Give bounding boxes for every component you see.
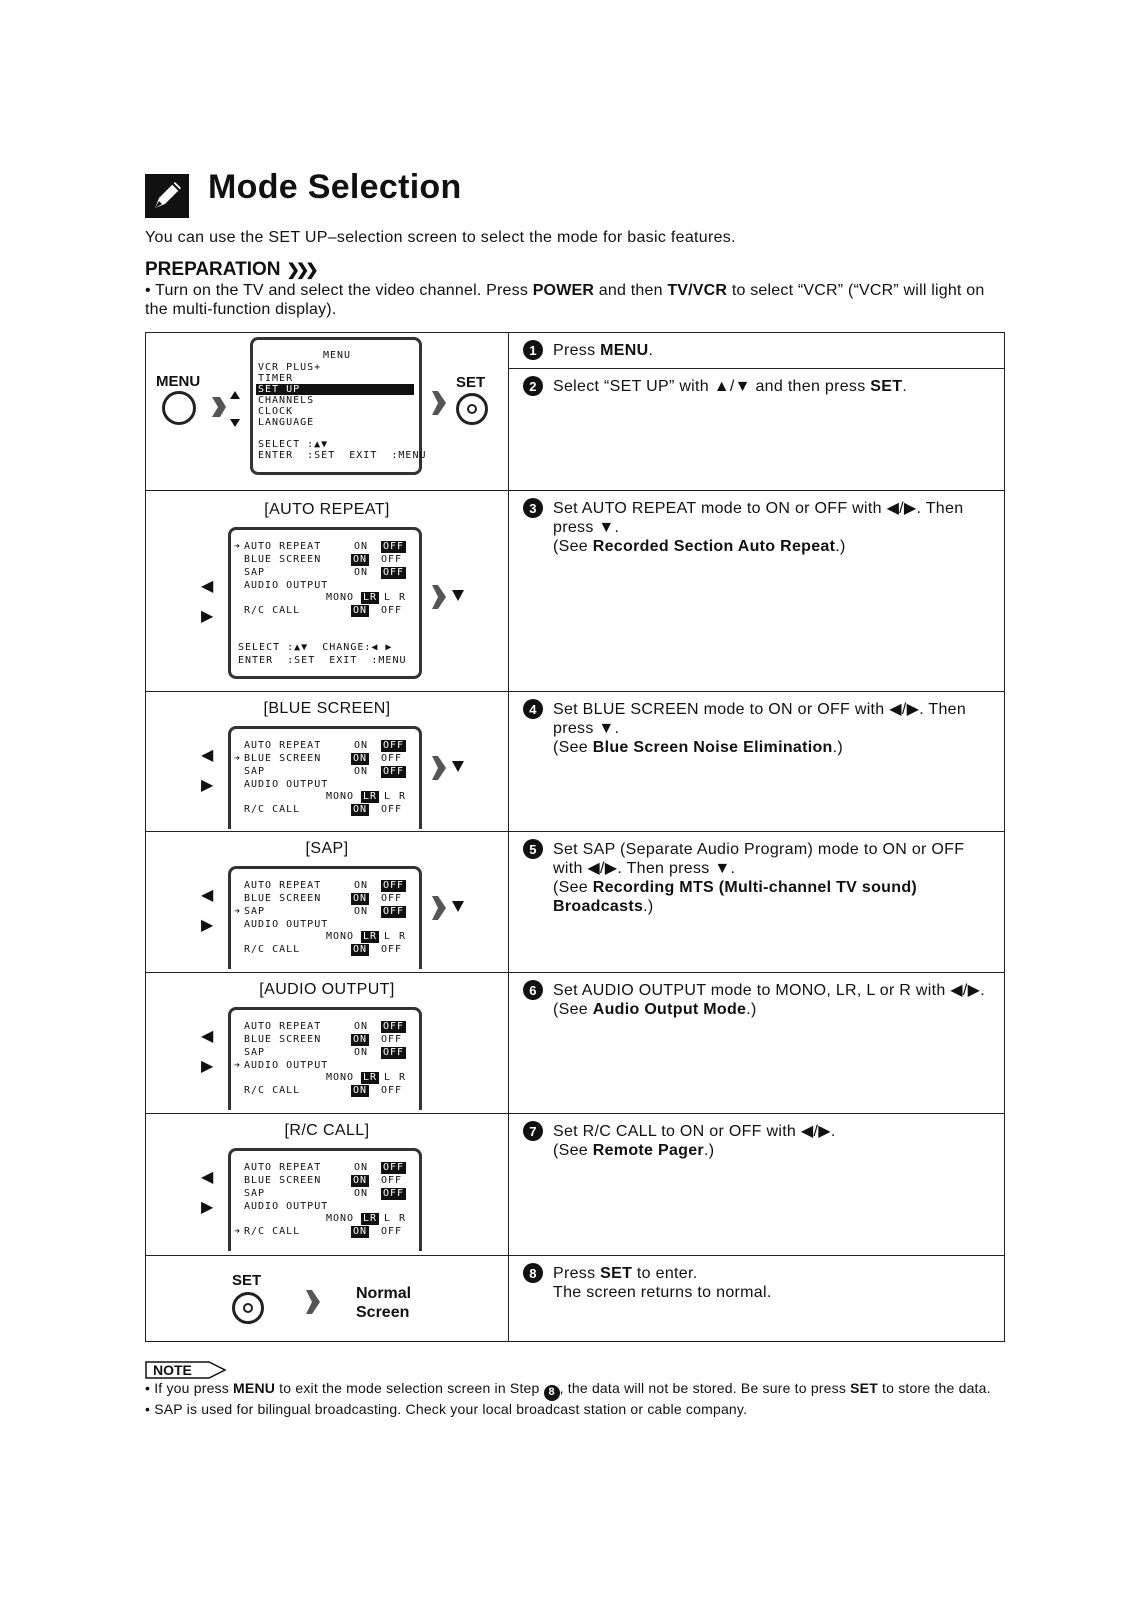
right-arrow-icon: ▶	[201, 1199, 214, 1216]
preparation-text: • Turn on the TV and select the video channel. Press POWER and then TV/VCR to select “VCR” (“VCR” will light on the multi-function display).	[145, 282, 985, 318]
set-button-label: SET	[456, 374, 486, 391]
arrow-right-down-icon	[430, 583, 470, 613]
arrows-icon: ❯❯❯	[286, 262, 315, 279]
menu-illustration	[146, 333, 509, 491]
auto-repeat-label: [AUTO REPEAT]	[264, 501, 390, 518]
steps-table	[145, 332, 1005, 1342]
step-5: 5 Set SAP (Separate Audio Program) mode to ON or OFF with ◀/▶. Then press ▼. (See Recording MTS (Multi-channel TV sound) Broadcasts.)	[509, 832, 1004, 924]
page-title: Mode Selection	[208, 168, 462, 206]
left-arrow-icon: ◀	[201, 1028, 214, 1045]
set-button-label: SET	[232, 1272, 262, 1289]
note-text: • If you press MENU to exit the mode selection screen in Step 8 , the data will not be stored. Be sure to press SET to store the data. • SAP is used for bilingual broadcasting. Check your local broadcast station or cable company.	[145, 1380, 991, 1417]
sap-label: [SAP]	[305, 840, 349, 857]
pencil-icon	[145, 174, 189, 218]
setup-screen: AUTO REPEAT ON OFF BLUE SCREEN ON OFF ➔ SAP ON OFF AUDIO OUTPUT MONO LR L R R/C CALL ON OFF	[228, 866, 422, 969]
arrow-right-icon	[304, 1288, 324, 1318]
set-button	[232, 1292, 264, 1324]
step-3: 3 Set AUTO REPEAT mode to ON or OFF with ◀/▶. Then press ▼. (See Recorded Section Auto Repeat.)	[509, 491, 1004, 564]
step-4: 4 Set BLUE SCREEN mode to ON or OFF with ◀/▶. Then press ▼. (See Blue Screen Noise Elimination.)	[509, 692, 1004, 765]
arrow-right-icon	[430, 389, 450, 419]
audio-output-illustration	[146, 973, 509, 1114]
rc-call-label: [R/C CALL]	[284, 1122, 370, 1139]
step-8: 8 Press SET to enter. The screen returns to normal.	[509, 1256, 1004, 1310]
left-arrow-icon: ◀	[201, 1169, 214, 1186]
setup-screen: AUTO REPEAT ON OFF BLUE SCREEN ON OFF SAP ON OFF ➔ AUDIO OUTPUT MONO LR L R R/C CALL ON OFF	[228, 1007, 422, 1110]
svg-text:NOTE: NOTE	[153, 1362, 192, 1378]
set-normal-illustration	[146, 1256, 509, 1342]
audio-output-label: [AUDIO OUTPUT]	[259, 981, 395, 998]
sap-illustration	[146, 832, 509, 973]
step-6: 6 Set AUDIO OUTPUT mode to MONO, LR, L or R with ◀/▶. (See Audio Output Mode.)	[509, 973, 1004, 1027]
menu-button-label: MENU	[156, 373, 201, 390]
right-arrow-icon: ▶	[201, 777, 214, 794]
setup-screen: ➔ AUTO REPEAT ON OFF BLUE SCREEN ON OFF SAP ON OFF AUDIO OUTPUT MONO LR L R R/C CALL ON OFF SELECT :▲▼ CHANGE:◀ ▶ ENTER :SET EXIT :MENU	[228, 527, 422, 679]
arrow-right-down-icon	[430, 894, 470, 924]
menu-button	[162, 391, 196, 425]
blue-screen-illustration	[146, 692, 509, 832]
left-arrow-icon: ◀	[201, 747, 214, 764]
blue-screen-label: [BLUE SCREEN]	[263, 700, 391, 717]
normal-screen-label: Normal Screen	[356, 1285, 412, 1321]
step-1: 1 Press MENU.	[509, 333, 1004, 368]
right-arrow-icon: ▶	[201, 917, 214, 934]
left-arrow-icon: ◀	[201, 578, 214, 595]
arrow-right-down-icon	[430, 754, 470, 784]
intro-text: You can use the SET UP–selection screen to select the mode for basic features.	[145, 229, 736, 246]
rc-call-illustration	[146, 1114, 509, 1256]
right-arrow-icon: ▶	[201, 608, 214, 625]
set-button	[456, 393, 488, 425]
menu-screen: MENU VCR PLUS+ TIMER SET UP CHANNELS CLOCK LANGUAGE SELECT :▲▼ ENTER :SET EXIT :MENU	[250, 337, 422, 475]
preparation-heading: PREPARATION ❯❯❯	[145, 259, 315, 280]
setup-screen: AUTO REPEAT ON OFF ➔ BLUE SCREEN ON OFF SAP ON OFF AUDIO OUTPUT MONO LR L R R/C CALL ON OFF	[228, 726, 422, 829]
setup-screen: AUTO REPEAT ON OFF BLUE SCREEN ON OFF SAP ON OFF AUDIO OUTPUT MONO LR L R ➔ R/C CALL ON OFF	[228, 1148, 422, 1251]
auto-repeat-illustration	[146, 491, 509, 692]
step-2: 2 Select “SET UP” with ▲/▼ and then press SET.	[509, 368, 1004, 404]
right-arrow-icon: ▶	[201, 1058, 214, 1075]
step-7: 7 Set R/C CALL to ON or OFF with ◀/▶. (See Remote Pager.)	[509, 1114, 1004, 1168]
arrow-right-icon	[210, 389, 250, 429]
left-arrow-icon: ◀	[201, 887, 214, 904]
